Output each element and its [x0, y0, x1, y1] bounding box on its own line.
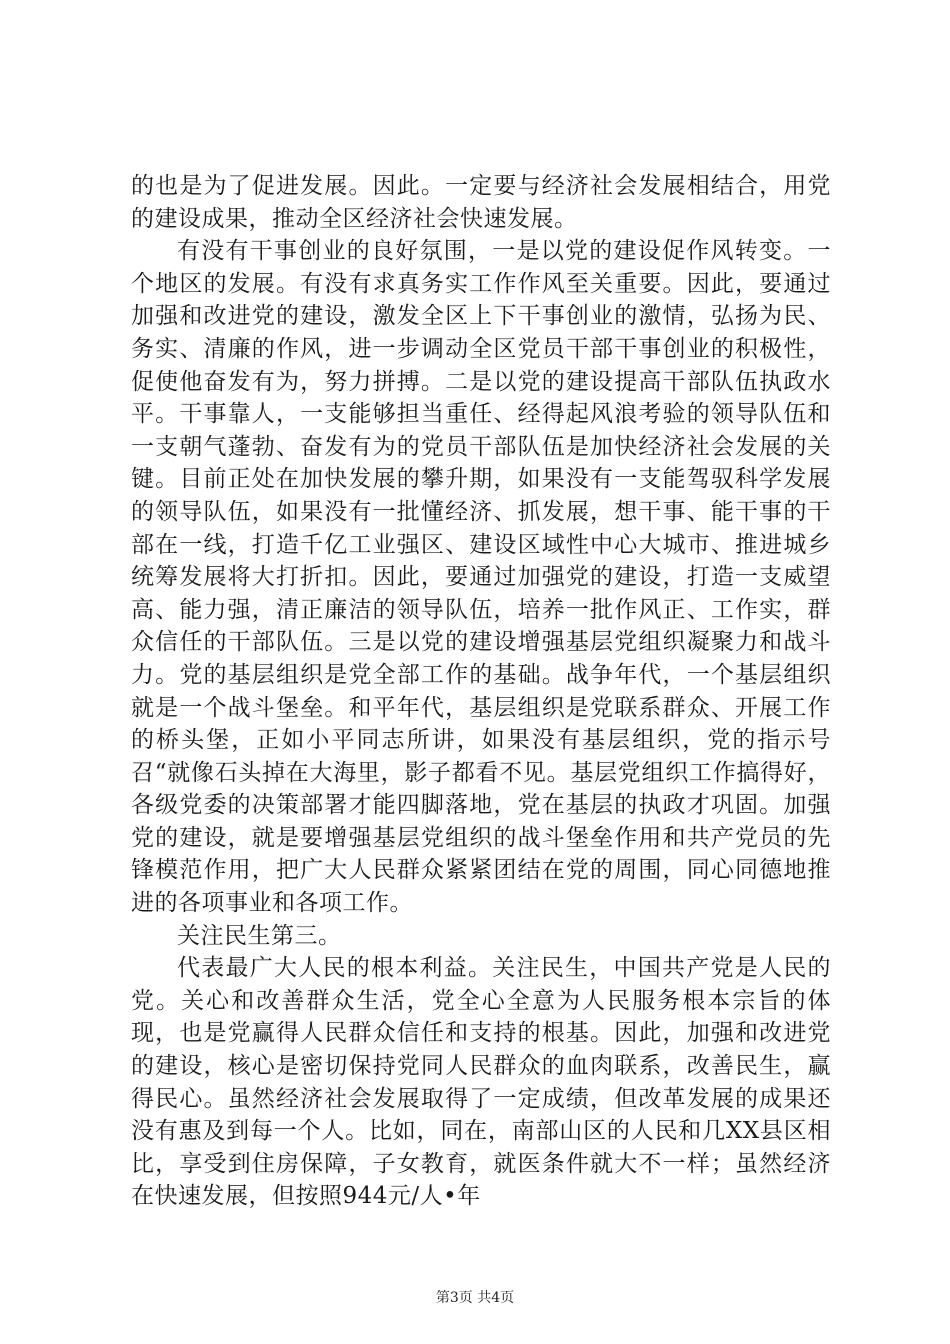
- document-body: [131, 170, 831, 1213]
- section-heading: 关注民生第三。: [177, 922, 342, 949]
- paragraph-3: 代表最广大人民的根本利益。关注民生，中国共产党是人民的党。关心和改善群众生活，党全心全意为人民服务根本宗旨的体现，也是党赢得人民群众信任和支持的根基。因此，加强和改进党的建设，核心是密切保持党同人民群众的血肉联系，改善民生，赢得民心。虽然经济社会发展取得了一定成绩，但改革发展的成果还没有惠及到每一个人。比如，同在，南部山区的人民和几XX县区相比，享受到住房保障，子女教育，就医条件就大不一样；虽然经济在快速发展，但按照944元/人•年: [131, 955, 831, 1210]
- page-footer: 第3页 共4页: [435, 1290, 515, 1306]
- paragraph-1: 的也是为了促进发展。因此。一定要与经济社会发展相结合，用党的建设成果，推动全区经济社会快速发展。: [131, 173, 831, 232]
- paragraph-2: 有没有干事创业的良好氛围，一是以党的建设促作风转变。一个地区的发展。有没有求真务实工作作风至关重要。因此，要通过加强和改进党的建设，激发全区上下干事创业的激情，弘扬为民、务实、清廉的作风，进一步调动全区党员干部干事创业的积极性，促使他奋发有为，努力拼搏。二是以党的建设提高干部队伍执政水平。干事靠人，一支能够担当重任、经得起风浪考验的领导队伍和一支朝气蓬勃、奋发有为的党员干部队伍是加快经济社会发展的关键。目前正处在加快发展的攀升期，如果没有一支能驾驭科学发展的领导队伍，如果没有一批懂经济、抓发展，想干事、能干事的干部在一线，打造千亿工业强区、建设区域性中心大城市、推进城乡统筹发展将大打折扣。因此，要通过加强党的建设，打造一支威望高、能力强，清正廉洁的领导队伍，培养一批作风正、工作实，群众信任的干部队伍。三是以党的建设增强基层党组织凝聚力和战斗力。党的基层组织是党全部工作的基础。战争年代，一个基层组织就是一个战斗堡垒。和平年代，基层组织是党联系群众、开展工作的桥头堡，正如小平同志所讲，如果没有基层组织，党的指示号召“就像石头掉在大海里，影子都看不见。基层党组织工作搞得好，各级党委的决策部署才能四脚落地，党在基层的执政才巩固。加强党的建设，就是要增强基层党组织的战斗堡垒作用和共产党员的先锋模范作用，把广大人民群众紧紧团结在党的周围，同心同德地推进的各项事业和各项工作。: [131, 238, 831, 917]
